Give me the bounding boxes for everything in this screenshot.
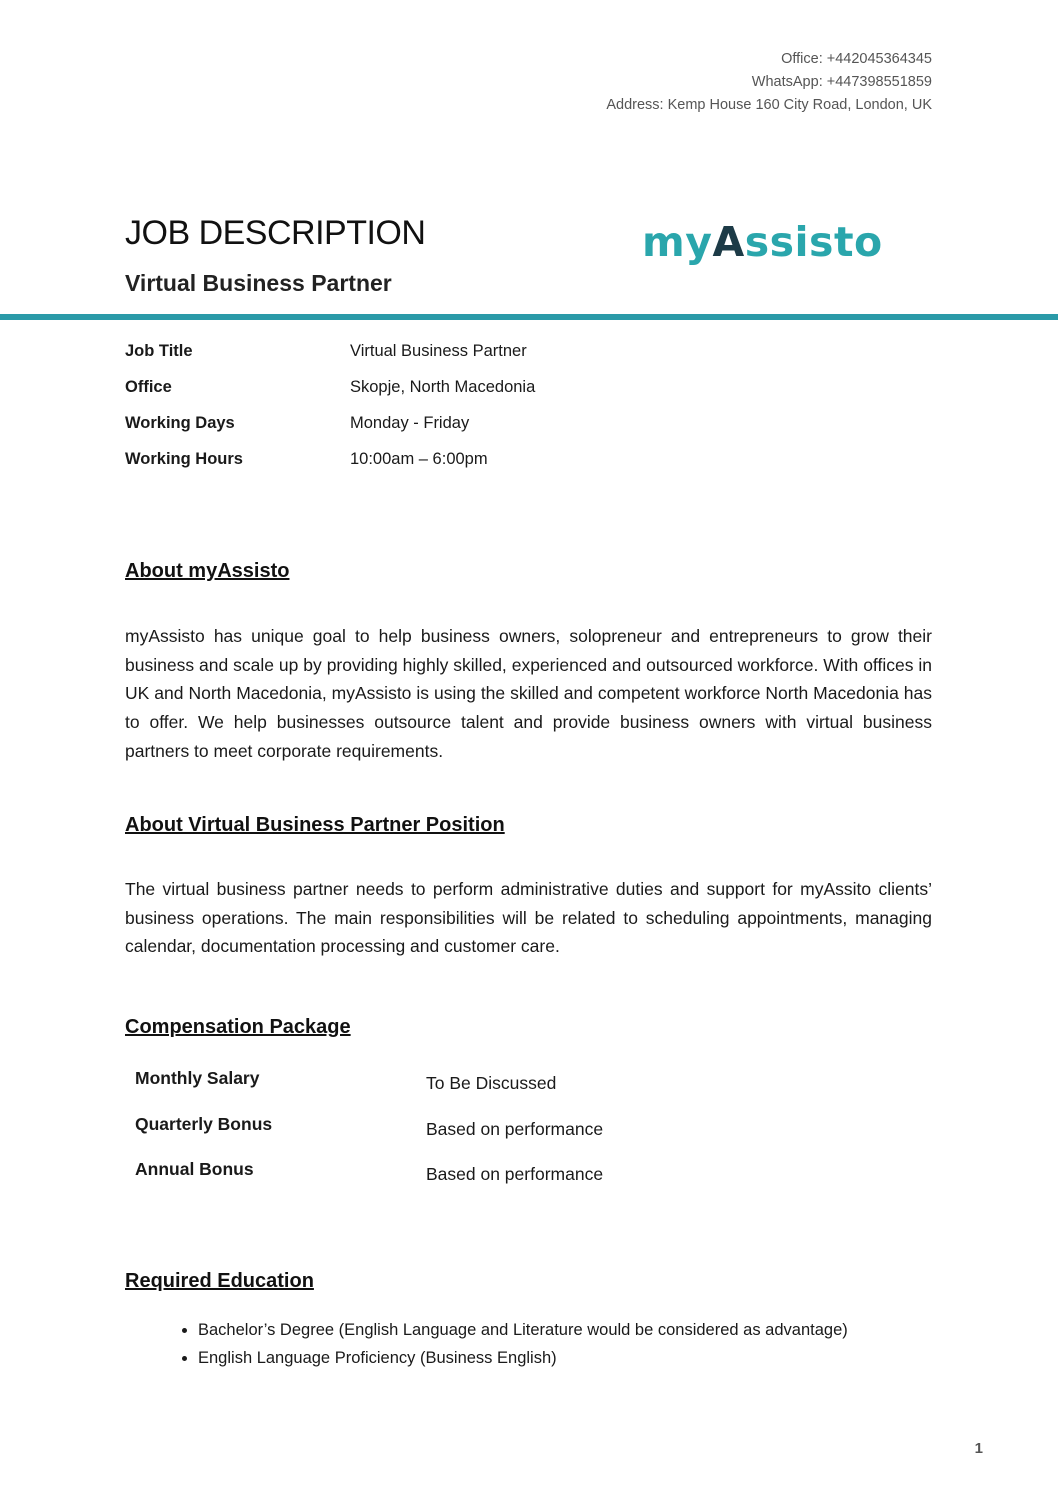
about-company-heading: About myAssisto [125,560,290,582]
contact-block [606,48,932,117]
compensation-value: To Be Discussed [426,1073,557,1093]
office-address: Address: Kemp House 160 City Road, London, UK [606,97,932,113]
list-item: • English Language Proficiency (Business English) [198,1344,848,1372]
about-company-text: myAssisto has unique goal to help business owners, solopreneur and entrepreneurs to grow their business and scale up by providing highly skilled, experienced and outsourced workforce. With offices in UK and North Macedonia, myAssisto is using the skilled and competent workforce North Macedonia has to offer. We help businesses outsource talent and provide business owners with virtual business partners to meet corporate requirements. [125,626,932,761]
compensation-label: Quarterly Bonus [135,1113,273,1134]
about-position-text: The virtual business partner needs to perform administrative duties and support for myAssito clients’ business operations. The main responsibilities will be related to scheduling appointments, managing calendar, documentation processing and customer care. [125,879,932,957]
compensation-heading: Compensation Package [125,1016,351,1038]
job-info-value: 10:00am – 6:00pm [350,450,488,468]
job-info-table [125,342,535,486]
logo-suffix: ssisto [744,218,883,266]
job-info-row [125,342,535,378]
whatsapp-phone: WhatsApp: +447398551859 [751,74,932,90]
office-phone: Office: +442045364345 [781,51,932,67]
compensation-label: Annual Bonus [135,1159,254,1179]
job-info-label: Office [125,378,172,396]
job-info-value: Virtual Business Partner [350,342,527,360]
about-position-heading: About Virtual Business Partner Position [125,814,505,836]
compensation-label: Monthly Salary [135,1068,260,1088]
list-item: • Bachelor’s Degree (English Language and Literature would be considered as advantage) [198,1316,848,1344]
compensation-value: Based on performance [426,1164,604,1184]
compensation-value: Based on performance [426,1118,604,1139]
job-info-label: Working Hours [125,450,243,468]
document-title: JOB DESCRIPTION [125,214,426,252]
education-list [168,1316,848,1372]
job-info-value: Skopje, North Macedonia [350,378,536,396]
compensation-row [135,1114,603,1160]
job-info-row [125,450,535,486]
compensation-row [135,1068,603,1114]
header-divider [0,314,1058,320]
document-subtitle: Virtual Business Partner [125,270,392,296]
logo-a-glyph: A [712,218,745,266]
job-info-label: Working Days [125,414,235,432]
job-info-value: Monday - Friday [350,414,470,432]
job-info-row [125,378,535,414]
job-info-row [125,414,535,450]
myassisto-logo [642,218,883,266]
job-info-label: Job Title [125,342,193,360]
education-heading: Required Education [125,1270,314,1292]
page-number: 1 [974,1440,983,1457]
compensation-row [135,1159,603,1205]
logo-prefix: my [642,218,713,266]
compensation-table [135,1068,603,1205]
